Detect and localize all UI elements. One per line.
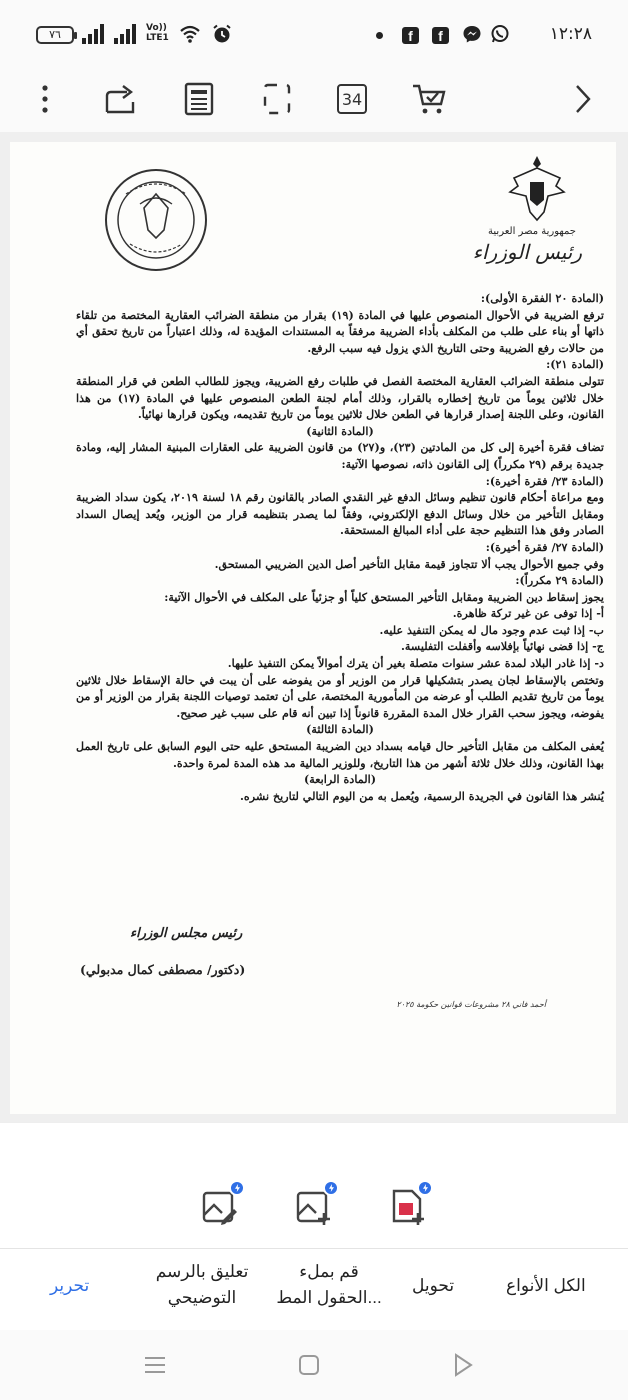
document-viewer[interactable] (0, 132, 628, 1122)
list-item: ب- إذا ثبت عدم وجود مال له يمكن التنفيذ عليه. (379, 622, 604, 637)
reading-mode-button[interactable] (178, 78, 220, 120)
status-bar (0, 0, 628, 68)
letterhead-title: رئيس الوزراء (472, 240, 582, 264)
tab-fill-fields-line1: قم بملء (299, 1262, 359, 1281)
tab-convert-label: تحويل (412, 1276, 455, 1295)
letterhead-country: جمهورية مصر العربية (488, 226, 576, 237)
back-button[interactable] (448, 1350, 478, 1380)
more-options-button[interactable] (24, 78, 66, 120)
messenger-icon (462, 24, 482, 44)
article-heading: (المادة الثالثة) (306, 722, 374, 737)
tab-all-types-label: الكل الأنواع (506, 1276, 586, 1295)
list-item: أ- إذا توفى عن غير تركة ظاهرة. (452, 606, 604, 621)
status-clock: ١٢:٢٨ (549, 24, 592, 44)
signature-title: رئيس مجلس الوزراء (130, 926, 243, 941)
premium-badge-icon (229, 1180, 245, 1196)
fullscreen-button[interactable] (256, 78, 298, 120)
annotate-image-button[interactable] (200, 1187, 238, 1227)
add-image-button[interactable] (294, 1187, 332, 1227)
eagle-emblem-icon (506, 152, 568, 224)
whatsapp-icon (490, 24, 510, 44)
share-button[interactable] (100, 78, 142, 120)
article-heading: (المادة ٢٠ الفقرة الأولى): (480, 291, 604, 305)
volte-label-bottom: LTE1 (146, 33, 169, 43)
page-count-button[interactable] (331, 78, 373, 120)
article-heading: (المادة ٢٣/ فقرة أخيرة): (485, 473, 604, 488)
tab-edit[interactable] (50, 1273, 89, 1299)
signal-strength-icon (82, 24, 104, 44)
tab-convert[interactable] (412, 1273, 454, 1299)
notification-dot-icon (376, 32, 383, 39)
premium-badge-icon (323, 1180, 339, 1196)
volte-indicator (146, 23, 169, 43)
bottom-tabs (0, 1248, 628, 1330)
recent-apps-button[interactable] (140, 1350, 170, 1380)
paragraph: تضاف فقرة أخيرة إلى كل من المادتين (٢٣)، و(٢٧) من قانون الضريبة على العقارات المبنية المشار إليه، ومادة جديدة برقم (٢٩ مكرراً) إلى القانون ذاته، نصوصها الآتية: (76, 440, 605, 471)
battery-indicator: ٧٦ (36, 26, 74, 44)
document-page (10, 142, 616, 1114)
tab-annotate-line1: تعليق بالرسم (155, 1262, 249, 1281)
tool-shortcuts (0, 1122, 628, 1248)
paragraph: ومع مراعاة أحكام قانون تنظيم وسائل الدفع غير النقدي الصادر بالقانون رقم ١٨ لسنة ٢٠١٩، يكون سداد الضريبة ومقابل التأخير من خلال وسائل الدفع الإلكتروني، وفقاً لما يصدر بتنظيمه قرار من الوزير، ويُعد إيصال السداد الصادر وفق هذا التنظيم حجة على أداء المبالغ المستحقة. (76, 490, 604, 538)
article-heading: (المادة ٢٩ مكرراً): (515, 573, 604, 588)
more-vertical-icon (41, 84, 49, 114)
list-item: د- إذا غادر البلاد لمدة عشر سنوات متصلة بغير أن يترك أموالاً يمكن التنفيذ عليها. (227, 656, 604, 671)
facebook-icon: f (402, 27, 419, 44)
signal-strength-2-icon (114, 24, 136, 44)
article-heading: (المادة الرابعة) (303, 772, 377, 787)
page-count: 34 (337, 84, 367, 114)
article-heading: (المادة ٢٧/ فقرة أخيرة): (485, 539, 604, 554)
facebook-2-icon: f (432, 27, 449, 44)
wifi-icon (180, 24, 200, 44)
system-nav-bar (0, 1330, 628, 1400)
paragraph: وتختص بالإسقاط لجان يصدر بتشكيلها قرار من الوزير أو من يفوضه على أن يبت في حالة الإسقاط خلال ثلاثين يوماً من تاريخ تقديم الطلب أو عرضه من المأمورية المختصة، على أن تعتمد توصيات اللجنة بقرار من الوزير أو من يفوضه، ويجوز سحب القرار خلال المدة المقررة قانوناً إذا تبين أنه قام على سبب غير صحيح. (76, 672, 604, 720)
paragraph: يُعفى المكلف من مقابل التأخير حال قيامه بسداد دين الضريبة المستحق عليه حتى اليوم السابق على تاريخ العمل بهذا القانون، وذلك خلال ثلاثة أشهر من هذا التاريخ، وللوزير المالية مد هذه المدة لمرة واحدة. (76, 739, 604, 770)
tab-fill-fields-line2: الحقول المط... (276, 1288, 382, 1307)
cart-check-icon (411, 82, 447, 116)
home-button[interactable] (294, 1350, 324, 1380)
fullscreen-icon (262, 82, 292, 116)
tab-annotate-line2: التوضيحي (167, 1288, 237, 1307)
document-view-icon (184, 82, 214, 116)
tab-fill-fields[interactable] (266, 1259, 392, 1311)
alarm-icon (212, 24, 232, 44)
tab-edit-label: تحرير (50, 1276, 90, 1295)
next-button[interactable] (562, 78, 604, 120)
paragraph: يُنشر هذا القانون في الجريدة الرسمية، ويُعمل به من اليوم التالي لتاريخ نشره. (240, 788, 604, 803)
article-heading: (المادة ٢١): (546, 357, 604, 372)
paragraph: وفي جميع الأحوال يجب ألا تتجاوز قيمة مقابل التأخير أصل الدين الضريبي المستحق. (214, 556, 604, 571)
footer-note: أحمد فاني ٢٨ مشروعات قوانين حكومة ٢٠٢٥ (396, 1000, 546, 1009)
premium-badge-icon (417, 1180, 433, 1196)
select-pages-button[interactable] (408, 78, 450, 120)
signature-name: (دكتور/ مصطفى كمال مدبولي) (80, 962, 246, 977)
document-body (76, 290, 604, 804)
paragraph: تتولى منطقة الضرائب العقارية المختصة الفصل في طلبات رفع الضريبة، ويجوز للطالب الطعن في قرار المنطقة خلال ثلاثين يوماً من تاريخ إخطاره بالقرار، وذلك أمام لجنة الطعن المنصوص عليها في المادة (١٧) من هذا القانون، وعلى اللجنة إصدار قرارها في الطعن خلال ثلاثين يوماً من تاريخ تقديمه، ويكون قرارها نهائياً. (76, 373, 604, 422)
official-seal-icon (100, 164, 212, 276)
pdf-add-button[interactable] (388, 1187, 426, 1227)
share-icon (103, 82, 139, 116)
viewer-toolbar (0, 68, 628, 132)
list-item: ج- إذا قضى نهائياً بإفلاسه وأقفلت التفليسة. (400, 639, 604, 654)
volte-label-top: Vo)) (146, 23, 167, 33)
paragraph: يجوز إسقاط دين الضريبة ومقابل التأخير المستحق كلياً أو جزئياً على المكلف في الأحوال الآتية: (164, 589, 604, 604)
chevron-right-icon (573, 82, 593, 116)
paragraph: ترفع الضريبة في الأحوال المنصوص عليها في المادة (١٩) بقرار من منطقة الضرائب العقارية المختصة من تلقاء ذاتها أو بناء على طلب من المكلف بأداء الضريبة مرفقاً به المستندات المؤيدة له، وذلك اعتباراً من تاريخ تحقق أي من حالات رفع الضريبة وحتى التاريخ الذي يزول فيه سبب الرفع. (76, 307, 604, 355)
tab-annotate[interactable] (146, 1259, 258, 1311)
article-heading: (المادة الثانية) (306, 423, 374, 438)
tab-all-types[interactable] (506, 1273, 586, 1299)
